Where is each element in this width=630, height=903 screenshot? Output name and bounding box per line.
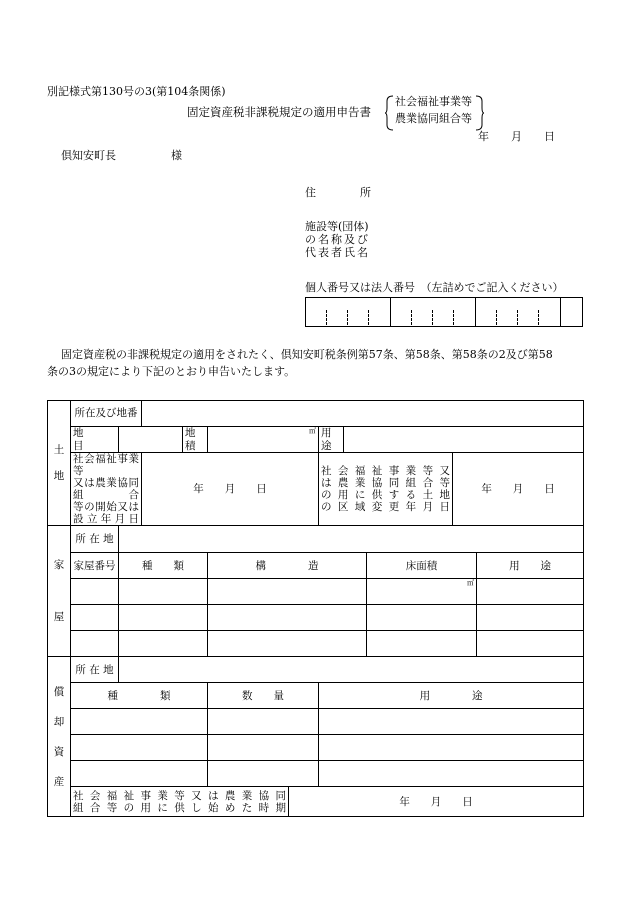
house-row-3-usage[interactable] <box>477 631 584 657</box>
depreciable-row-2-usage[interactable] <box>319 735 584 761</box>
house-row-1-usage[interactable] <box>477 579 584 605</box>
house-row-3-structure[interactable] <box>208 631 367 657</box>
land-youto-field[interactable] <box>344 427 584 453</box>
land-chimoku-field[interactable] <box>119 427 183 453</box>
number-label: 個人番号又は法人番号 （左詰めでご記入ください） <box>305 281 564 294</box>
depreciable-row-1-usage[interactable] <box>319 709 584 735</box>
depreciable-row-2-type[interactable] <box>71 735 208 761</box>
house-header-type: 種 類 <box>119 553 208 579</box>
house-row-2-number[interactable] <box>71 605 119 631</box>
depreciable-row-1-type[interactable] <box>71 709 208 735</box>
body-text-line-1: 固定資産税の非課税規定の適用をされたく、倶知安町税条例第57条、第58条、第58条の2及び第58 <box>61 348 553 361</box>
house-header-usage: 用 途 <box>477 553 584 579</box>
house-row-3-floor-area[interactable] <box>367 631 477 657</box>
depreciable-row-3-usage[interactable] <box>319 761 584 787</box>
house-section-label: 家 屋 <box>48 526 71 657</box>
depreciable-row-3-quantity[interactable] <box>208 761 319 787</box>
depreciable-location-field[interactable] <box>119 657 584 683</box>
house-location-field[interactable] <box>119 526 584 553</box>
depreciable-usage-start-label: 社会福祉事業等又は農業協同 組合等の用に供し始めた時期 <box>71 787 289 817</box>
depreciable-row-1-quantity[interactable] <box>208 709 319 735</box>
left-brace-icon <box>384 95 394 131</box>
house-row-1-number[interactable] <box>71 579 119 605</box>
land-start-label: 社会福祉事業等 又は農業協同組合 等の開始又は 設立年月日 <box>71 453 142 526</box>
house-row-2-type[interactable] <box>119 605 208 631</box>
land-chimoku-label: 地 目 <box>71 427 119 453</box>
house-row-1-type[interactable] <box>119 579 208 605</box>
depreciable-section-label: 償 却 資 産 <box>48 657 71 817</box>
land-location-field[interactable] <box>142 401 584 427</box>
depreciable-row-3-type[interactable] <box>71 761 208 787</box>
depreciable-header-usage: 用 途 <box>319 683 584 709</box>
document-title: 固定資産税非課税規定の適用申告書 <box>187 105 371 119</box>
depreciable-location-label: 所 在 地 <box>71 657 119 683</box>
house-row-2-usage[interactable] <box>477 605 584 631</box>
house-header-floor-area: 床面積 <box>367 553 477 579</box>
house-row-3-type[interactable] <box>119 631 208 657</box>
form-reference: 別記様式第130号の3(第104条関係) <box>47 85 226 98</box>
body-text-line-2: 条の3の規定により下記のとおり申告いたします。 <box>47 365 296 378</box>
house-row-2-structure[interactable] <box>208 605 367 631</box>
house-header-number: 家屋番号 <box>71 553 119 579</box>
facility-label-1: 施設等(団体) <box>305 220 369 233</box>
facility-label-2: の名称及び <box>305 233 370 246</box>
house-header-structure: 構 造 <box>208 553 367 579</box>
land-change-label: 社会福祉事業等又 は農業協同組合等 の用に供する土地 の区域変更年月日 <box>319 453 453 526</box>
land-change-date[interactable]: 年 月 日 <box>453 453 584 526</box>
land-chiseki-label: 地 積 <box>183 427 208 453</box>
land-chiseki-field[interactable]: ㎡ <box>208 427 319 453</box>
depreciable-row-2-quantity[interactable] <box>208 735 319 761</box>
land-section-label: 土 地 <box>48 401 71 526</box>
depreciable-usage-start-date[interactable]: 年 月 日 <box>289 787 584 817</box>
land-start-date[interactable]: 年 月 日 <box>142 453 319 526</box>
house-row-3-number[interactable] <box>71 631 119 657</box>
house-row-2-floor-area[interactable] <box>367 605 477 631</box>
header-date-field[interactable]: 年 月 日 <box>478 130 555 143</box>
right-brace-icon <box>475 95 485 131</box>
brace-line-agri-coop: 農業協同組合等 <box>395 112 472 125</box>
address-label: 住 所 <box>305 186 371 199</box>
house-row-1-structure[interactable] <box>208 579 367 605</box>
land-location-label: 所在及び地番 <box>71 401 142 427</box>
land-youto-label: 用 途 <box>319 427 344 453</box>
addressee: 倶知安町長 様 <box>61 149 182 162</box>
depreciable-header-type: 種 類 <box>71 683 208 709</box>
house-row-1-floor-area[interactable]: ㎡ <box>367 579 477 605</box>
declaration-table <box>47 400 584 817</box>
facility-label-3: 代表者氏名 <box>305 246 370 259</box>
brace-line-social-welfare: 社会福祉事業等 <box>395 95 472 108</box>
depreciable-header-quantity: 数 量 <box>208 683 319 709</box>
house-location-label: 所 在 地 <box>71 526 119 553</box>
